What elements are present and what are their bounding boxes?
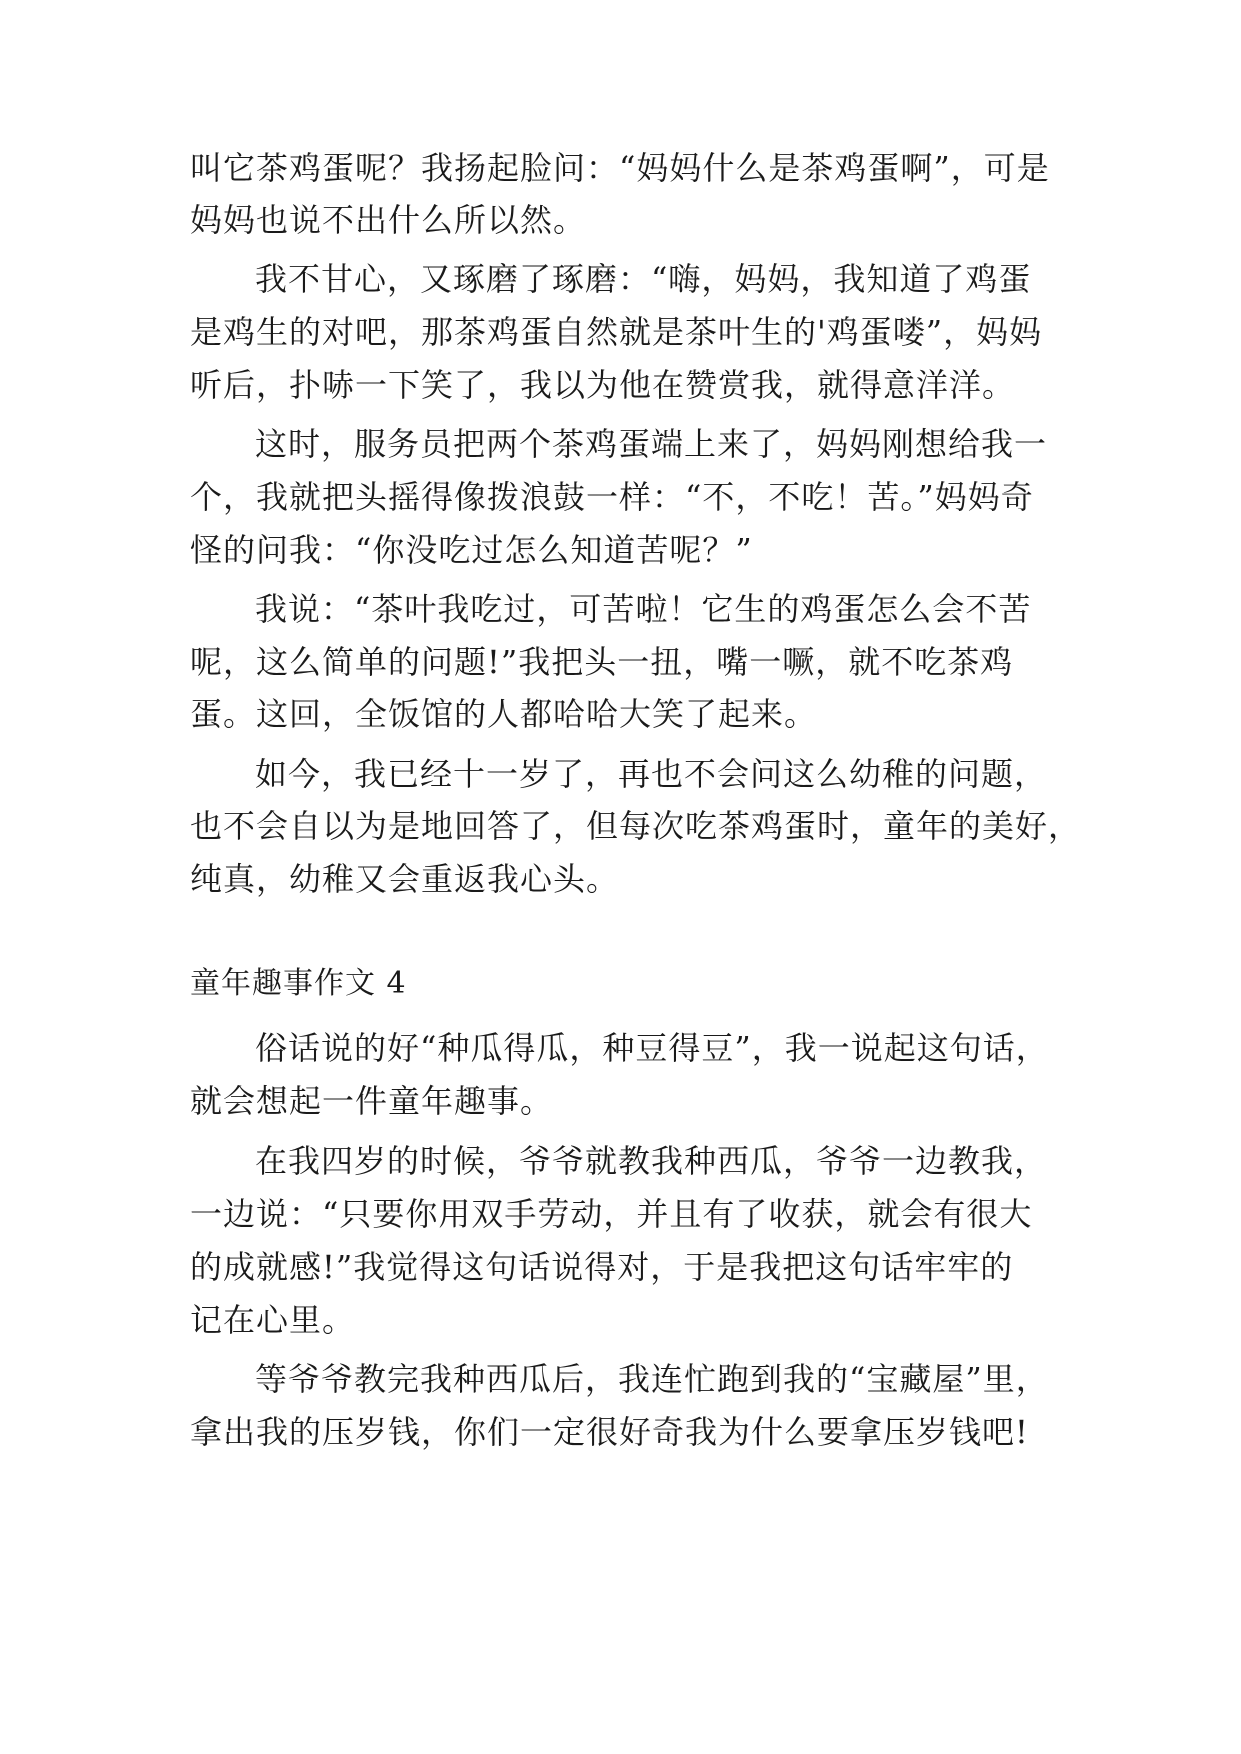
text-line: 这时，服务员把两个茶鸡蛋端上来了，妈妈刚想给我一 — [255, 425, 1048, 463]
text-line: 蛋。这回，全饭馆的人都哈哈大笑了起来。 — [190, 695, 818, 733]
text-line: 我说：“茶叶我吃过，可苦啦！它生的鸡蛋怎么会不苦 — [255, 590, 1032, 628]
section-heading: 童年趣事作文 4 — [190, 966, 407, 1001]
text-line: 呢，这么简单的问题!”我把头一扭，嘴一噘，就不吃茶鸡 — [190, 643, 1014, 681]
text-line: 怪的问我：“你没吃过怎么知道苦呢？” — [190, 531, 753, 569]
text-line: 俗话说的好“种瓜得瓜，种豆得豆”，我一说起这句话， — [255, 1029, 1049, 1067]
text-line: 是鸡生的对吧，那茶鸡蛋自然就是茶叶生的'鸡蛋喽”，妈妈 — [190, 313, 1043, 351]
text-line: 叫它茶鸡蛋呢？我扬起脸问：“妈妈什么是茶鸡蛋啊”，可是 — [190, 149, 1050, 187]
text-line: 也不会自以为是地回答了，但每次吃茶鸡蛋时，童年的美好， — [190, 807, 1082, 845]
text-line: 拿出我的压岁钱，你们一定很好奇我为什么要拿压岁钱吧! — [190, 1413, 1029, 1451]
text-line: 一边说：“只要你用双手劳动，并且有了收获，就会有很大 — [190, 1195, 1033, 1233]
text-line: 就会想起一件童年趣事。 — [190, 1082, 554, 1120]
text-line: 记在心里。 — [190, 1301, 356, 1339]
text-line: 等爷爷教完我种西瓜后，我连忙跑到我的“宝藏屋”里， — [255, 1360, 1049, 1398]
text-line: 听后，扑哧一下笑了，我以为他在赞赏我，就得意洋洋。 — [190, 366, 1016, 404]
text-line: 如今，我已经十一岁了，再也不会问这么幼稚的问题， — [255, 755, 1048, 793]
text-line: 个，我就把头摇得像拨浪鼓一样：“不，不吃！苦。”妈妈奇 — [190, 478, 1034, 516]
text-line: 我不甘心，又琢磨了琢磨：“嗨，妈妈，我知道了鸡蛋 — [255, 260, 1032, 298]
text-line: 在我四岁的时候，爷爷就教我种西瓜，爷爷一边教我， — [255, 1142, 1048, 1180]
text-line: 的成就感!”我觉得这句话说得对，于是我把这句话牢牢的 — [190, 1248, 1014, 1286]
text-line: 妈妈也说不出什么所以然。 — [190, 201, 587, 239]
text-line: 纯真，幼稚又会重返我心头。 — [190, 860, 620, 898]
